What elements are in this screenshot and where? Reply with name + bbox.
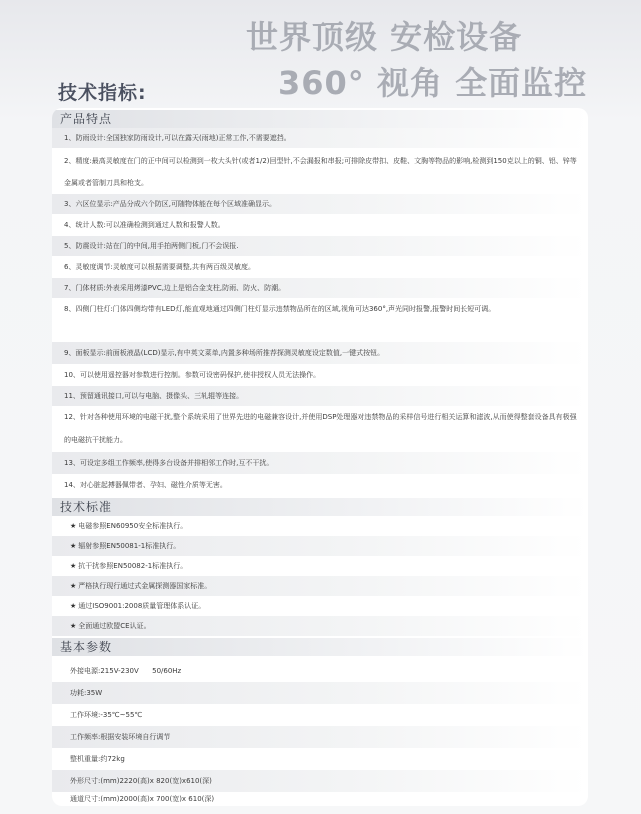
star-icon: ★ [70, 522, 77, 530]
param-item: 外接电源:215V-230V 50/60Hz [70, 667, 182, 675]
param-item: 外形尺寸:(mm)2220(高)x 820(宽)x610(深) [52, 770, 588, 792]
param-item: 通道尺寸:(mm)2000(高)x 700(宽)x 610(深) [70, 795, 215, 803]
feature-item: 1、防雨设计:全国独家防雨设计,可以在露天(雨地)正常工作,不需要遮挡。 [52, 128, 588, 148]
feature-item: 3、六区位显示:产品分成六个防区,可随物体能在每个区域准确显示。 [52, 194, 588, 214]
features-heading: 产品特点 [52, 110, 588, 128]
standards-heading: 技术标准 [52, 498, 588, 516]
standard-item: ★ 严格执行现行通过式金属探测器国家标准。 [52, 576, 588, 596]
param-item: 整机重量:约72kg [70, 755, 125, 763]
headline-line-2: 360° 视角 全面监控 [278, 64, 588, 102]
feature-item: 6、灵敏度调节:灵敏度可以根据需要调整,共有两百级灵敏度。 [64, 263, 256, 271]
feature-item: 14、对心脏起搏器佩带者、孕妇、磁性介质等无害。 [64, 481, 227, 489]
feature-item: 12、针对各种使用环境的电磁干扰,整个系统采用了世界先进的电磁兼容设计,并使用DSP处理器对违禁物品的采样信号进行相关运算和滤波,从而使得整套设备具有极强的电磁抗干扰能力。 [64, 413, 577, 444]
feature-item: 10、可以使用遥控器对参数进行控制。参数可设密码保护,使非授权人员无法操作。 [64, 371, 321, 379]
feature-item: 4、统计人数:可以准确检测到通过人数和报警人数。 [64, 221, 225, 229]
standard-item: ★ 全面通过欧盟CE认证。 [52, 616, 588, 636]
feature-item: 7、门体材质:外表采用烤漆PVC,边上是铝合金支柱,防雨、防火、防潮。 [52, 278, 588, 298]
spec-title: 技术指标: [58, 82, 147, 104]
star-icon: ★ [70, 582, 77, 590]
params-heading: 基本参数 [52, 638, 588, 656]
feature-item: 8、四侧门柱灯:门体四侧均带有LED灯,能直观地通过四侧门柱灯显示违禁物品所在的区域,视角可达360°,声光同时报警,报警时间长短可调。 [64, 305, 496, 313]
param-item: 工作环境:-35℃~55℃ [70, 711, 143, 719]
star-icon: ★ [70, 602, 77, 610]
star-icon: ★ [70, 562, 77, 570]
standard-item: ★ 通过ISO9001:2008质量管理体系认证。 [70, 602, 206, 610]
standard-item: ★ 辐射参照EN50081-1标准执行。 [52, 536, 588, 556]
star-icon: ★ [70, 622, 77, 630]
headline-line-1: 世界顶级 安检设备 [246, 18, 523, 56]
feature-item: 2、精度:最高灵敏度在门的正中间可以检测到一枚大头针(或者1/2)回型针,不会漏报和串报;可排除皮带扣、皮鞋、文胸等物品的影响,检测到150克以上的铜、铝、锌等金属或者管制刀具和枪支。 [64, 157, 577, 187]
content-panel [52, 108, 588, 806]
star-icon: ★ [70, 542, 77, 550]
param-item: 工作频率:根据安装环境自行调节 [52, 726, 588, 748]
feature-item: 9、面板显示:前面板液晶(LCD)显示,有中英文菜单,内置多种场所推荐探测灵敏度设定数值,一键式按钮。 [52, 342, 588, 364]
feature-item: 13、可设定多组工作频率,使得多台设备并排相邻工作时,互不干扰。 [52, 452, 588, 474]
param-item: 功耗:35W [52, 682, 588, 704]
standard-item: ★ 电磁参照EN60950安全标准执行。 [70, 522, 188, 530]
standard-item: ★ 抗干扰参照EN50082-1标准执行。 [70, 562, 188, 570]
feature-item: 5、防震设计:站在门的中间,用手拍两侧门板,门不会误报. [52, 236, 588, 256]
feature-item: 11、预留通讯接口,可以与电脑、摄像头、三轧辊等连接。 [52, 386, 588, 406]
